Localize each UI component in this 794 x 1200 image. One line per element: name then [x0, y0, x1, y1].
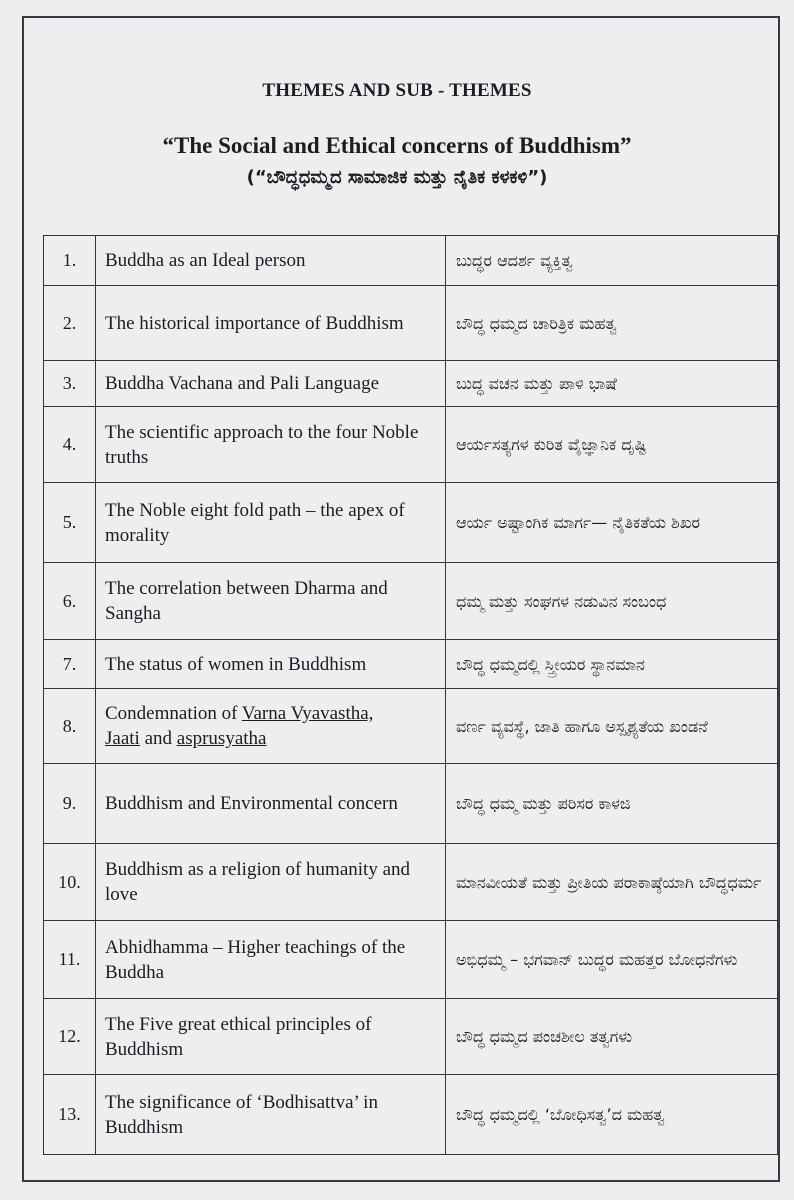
theme-number: 1.: [44, 236, 96, 286]
theme-english: [96, 689, 446, 764]
theme-term-jaati: Jaati: [105, 728, 140, 749]
table-row: [44, 483, 778, 563]
page-title: “The Social and Ethical concerns of Buddhism”: [162, 133, 632, 158]
page-subtitle-kannada: (“ಬೌದ್ಧಧಮ್ಮದ ಸಾಮಾಜಿಕ ಮತ್ತು ನೈತಿಕ ಕಳಕಳಿ”): [246, 167, 548, 188]
table-row: [44, 563, 778, 640]
theme-english: The Five great ethical principles of Buddhism: [96, 999, 446, 1075]
theme-number: 8.: [44, 689, 96, 764]
theme-number: 6.: [44, 563, 96, 640]
theme-term-varna-vyavastha: Varna Vyavastha,: [241, 703, 374, 724]
theme-english-and: and: [139, 728, 177, 749]
page-heading: THEMES AND SUB - THEMES: [262, 80, 532, 101]
theme-kannada: ಬೌದ್ಧ ಧಮ್ಮ ಮತ್ತು ಪರಿಸರ ಕಾಳಜಿ: [446, 764, 778, 844]
theme-number: 5.: [44, 483, 96, 563]
theme-kannada: ಬೌದ್ಧ ಧಮ್ಮದಲ್ಲಿ ‘ಬೋಧಿಸತ್ವ’ದ ಮಹತ್ವ: [446, 1075, 778, 1155]
theme-english-prefix: Condemnation of: [105, 703, 242, 724]
theme-kannada: ಬುದ್ಧರ ಆದರ್ಶ ವ್ಯಕ್ತಿತ್ವ: [446, 236, 778, 286]
theme-number: 2.: [44, 286, 96, 361]
theme-number: 10.: [44, 844, 96, 921]
theme-english: The scientific approach to the four Noble truths: [96, 407, 446, 483]
theme-number: 12.: [44, 999, 96, 1075]
table-row: [44, 1075, 778, 1155]
theme-english: The historical importance of Buddhism: [96, 286, 446, 361]
theme-kannada: ಬೌದ್ಧ ಧಮ್ಮದಲ್ಲಿ ಸ್ತ್ರೀಯರ ಸ್ಥಾನಮಾನ: [446, 640, 778, 689]
theme-number: 11.: [44, 921, 96, 999]
theme-english: The status of women in Buddhism: [96, 640, 446, 689]
theme-term-asprusyatha: asprusyatha: [176, 728, 267, 749]
theme-kannada: ಧಮ್ಮ ಮತ್ತು ಸಂಘಗಳ ನಡುವಿನ ಸಂಬಂಧ: [446, 563, 778, 640]
theme-english: The Noble eight fold path – the apex of morality: [96, 483, 446, 563]
theme-english: The correlation between Dharma and Sangha: [96, 563, 446, 640]
theme-english: Buddha as an Ideal person: [96, 236, 446, 286]
theme-english: Abhidhamma – Higher teachings of the Buddha: [96, 921, 446, 999]
table-row: [44, 999, 778, 1075]
table-row: [44, 640, 778, 689]
theme-number: 4.: [44, 407, 96, 483]
theme-kannada: ವರ್ಣ ವ್ಯವಸ್ಥೆ, ಜಾತಿ ಹಾಗೂ ಅಸ್ಪೃಶ್ಯತೆಯ ಖಂಡನೆ: [446, 689, 778, 764]
theme-kannada: ಮಾನವೀಯತೆ ಮತ್ತು ಪ್ರೀತಿಯ ಪರಾಕಾಷ್ಠೆಯಾಗಿ ಬೌದ್ಧಧರ್ಮ: [446, 844, 778, 921]
theme-english: Buddhism and Environmental concern: [96, 764, 446, 844]
theme-kannada: ಬೌದ್ಧ ಧಮ್ಮದ ಚಾರಿತ್ರಿಕ ಮಹತ್ವ: [446, 286, 778, 361]
theme-number: 7.: [44, 640, 96, 689]
theme-number: 9.: [44, 764, 96, 844]
table-row: [44, 407, 778, 483]
table-row: [44, 286, 778, 361]
table-row: [44, 361, 778, 407]
theme-number: 3.: [44, 361, 96, 407]
theme-number: 13.: [44, 1075, 96, 1155]
theme-english: Buddha Vachana and Pali Language: [96, 361, 446, 407]
theme-kannada: ಬೌದ್ಧ ಧಮ್ಮದ ಪಂಚಶೀಲ ತತ್ವಗಳು: [446, 999, 778, 1075]
theme-english: Buddhism as a religion of humanity and love: [96, 844, 446, 921]
theme-english: The significance of ‘Bodhisattva’ in Buddhism: [96, 1075, 446, 1155]
table-row: [44, 764, 778, 844]
themes-table: [43, 235, 778, 1155]
theme-kannada: ಬುದ್ಧ ವಚನ ಮತ್ತು ಪಾಳಿ ಭಾಷೆ: [446, 361, 778, 407]
theme-kannada: ಆರ್ಯ ಅಷ್ಟಾಂಗಿಕ ಮಾರ್ಗ— ನೈತಿಕತೆಯ ಶಿಖರ: [446, 483, 778, 563]
theme-kannada: ಆರ್ಯಸತ್ಯಗಳ ಕುರಿತ ವೈಜ್ಞಾನಿಕ ದೃಷ್ಟಿ: [446, 407, 778, 483]
table-row: [44, 689, 778, 764]
table-row: [44, 236, 778, 286]
theme-kannada: ಅಭಿಧಮ್ಮ – ಭಗವಾನ್ ಬುದ್ಧರ ಮಹತ್ತರ ಬೋಧನೆಗಳು: [446, 921, 778, 999]
table-row: [44, 921, 778, 999]
table-row: [44, 844, 778, 921]
